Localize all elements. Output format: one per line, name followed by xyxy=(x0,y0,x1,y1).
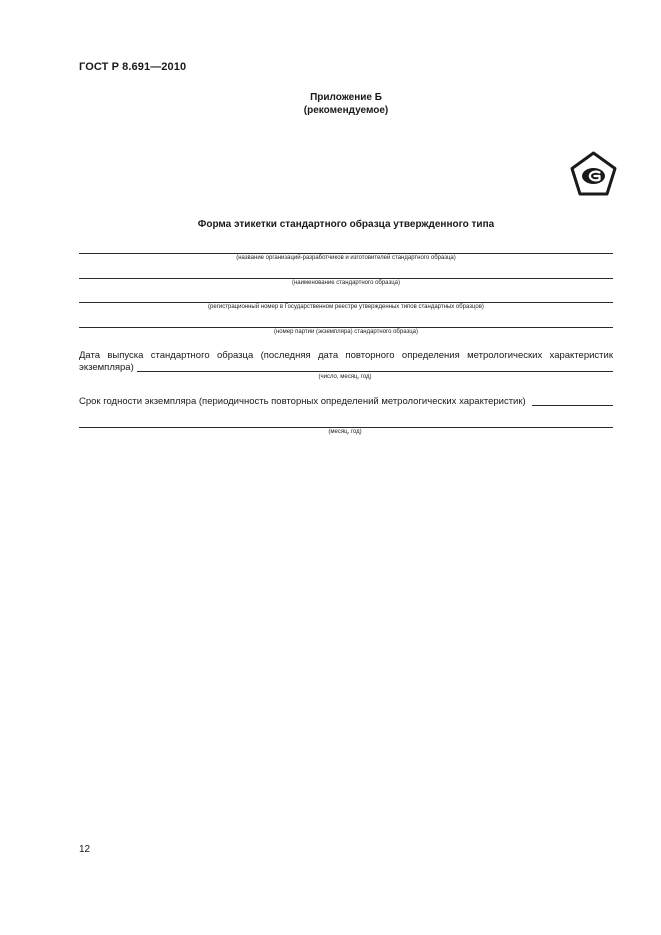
field-caption-developers: (название организаций-разработчиков и изготовителей стандартного образца) xyxy=(236,255,456,261)
appendix-title: Приложение Б xyxy=(310,92,382,103)
shelf-life-value-line xyxy=(79,427,613,428)
shelf-life-fill-line xyxy=(532,405,613,406)
field-line-name xyxy=(79,278,613,279)
field-line-registration-number xyxy=(79,302,613,303)
release-date-text-cont: экземпляра) xyxy=(79,362,134,373)
field-caption-registration-number: (регистрационный номер в Государственном реестре утвержденных типов стандартных образцов) xyxy=(208,304,484,310)
field-line-batch-number xyxy=(79,327,613,328)
field-caption-batch-number: (номер партии (экземпляра) стандартного образца) xyxy=(274,329,418,335)
field-caption-name: (наименование стандартного образца) xyxy=(292,280,400,286)
release-date-block xyxy=(79,350,613,374)
shelf-life-block xyxy=(79,396,613,408)
release-date-text: Дата выпуска стандартного образца (последняя дата повторного определения метрологических характеристик xyxy=(79,350,613,361)
appendix-status: (рекомендуемое) xyxy=(303,105,389,116)
shelf-life-text: Срок годности экземпляра (периодичность повторных определений метрологических характеристик) xyxy=(79,396,526,407)
release-date-line-row xyxy=(79,362,613,374)
page-number: 12 xyxy=(79,844,91,855)
release-date-fill-line xyxy=(137,371,613,372)
field-line-developers xyxy=(79,253,613,254)
standard-number: ГОСТ Р 8.691—2010 xyxy=(79,61,187,73)
appendix-heading xyxy=(0,91,661,117)
gost-r-conformity-mark-icon xyxy=(570,151,617,196)
shelf-life-caption: (месяц, год) xyxy=(328,429,362,435)
release-date-caption: (число, месяц, год) xyxy=(318,374,372,380)
form-title: Форма этикетки стандартного образца утвержденного типа xyxy=(197,219,495,230)
